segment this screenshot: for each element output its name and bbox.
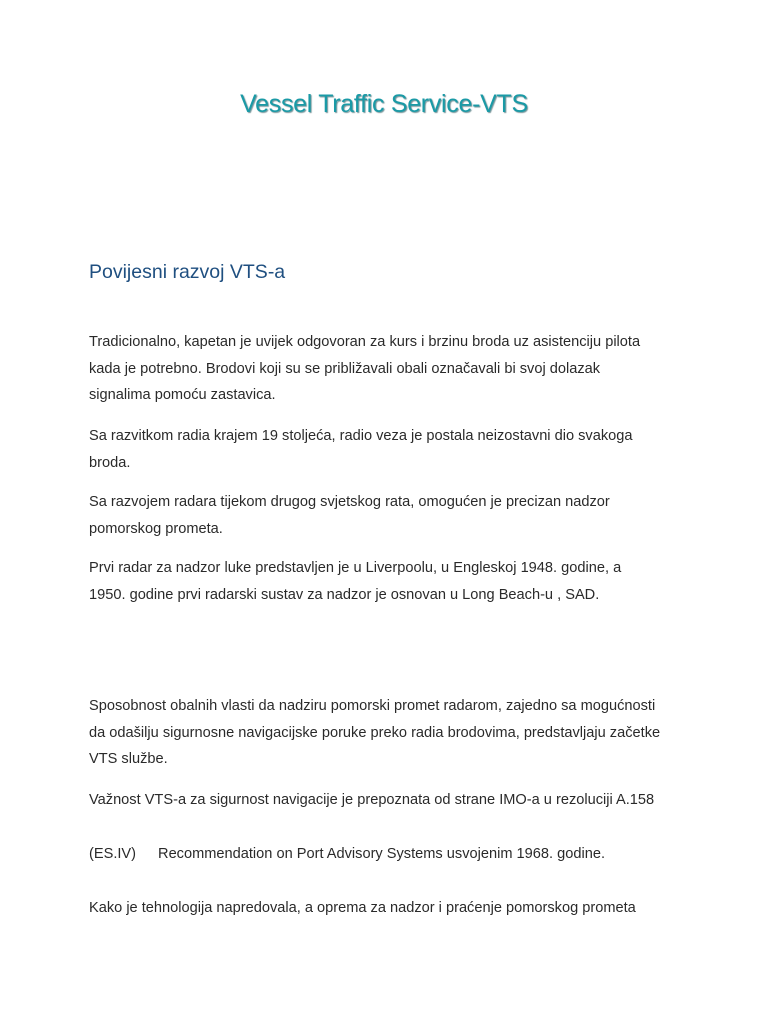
paragraph-line: Sa razvitkom radia krajem 19 stoljeća, radio veza je postala neizostavni dio svakoga bbox=[89, 428, 633, 444]
paragraph-line: pomorskog prometa. bbox=[89, 520, 223, 537]
paragraph-line: Kako je tehnologija napredovala, a oprema za nadzor i praćenje pomorskog prometa bbox=[89, 900, 636, 916]
paragraph-sposobnost bbox=[89, 693, 689, 773]
reference-prefix: (ES.IV) bbox=[89, 846, 137, 862]
paragraph-line: Važnost VTS-a za sigurnost navigacije je prepoznata od strane IMO-a u rezoluciji A.158 bbox=[89, 792, 655, 808]
section-heading: Povijesni razvoj VTS-a bbox=[89, 261, 286, 283]
paragraph-line: kada je potrebno. Brodovi koji su se približavali obali označavali bi svoj dolazak bbox=[89, 360, 601, 377]
paragraph-line: signalima pomoću zastavica. bbox=[89, 387, 276, 404]
paragraph-tehnologija bbox=[89, 895, 689, 922]
paragraph-line: Sa razvojem radara tijekom drugog svjetskog rata, omogućen je precizan nadzor bbox=[89, 494, 610, 510]
paragraph-line: Tradicionalno, kapetan je uvijek odgovoran za kurs i brzinu broda uz asistenciju pilota bbox=[89, 334, 641, 350]
paragraph-prvi-radar bbox=[89, 555, 689, 608]
paragraph-tradicionalno bbox=[89, 329, 689, 409]
paragraph-vaznost bbox=[89, 787, 689, 814]
paragraph-line: VTS službe. bbox=[89, 751, 168, 768]
paragraph-radio bbox=[89, 423, 689, 476]
paragraph-recommendation bbox=[89, 841, 689, 868]
paragraph-line: Sposobnost obalnih vlasti da nadziru pomorski promet radarom, zajedno sa mogućnosti bbox=[89, 698, 656, 714]
paragraph-line: Prvi radar za nadzor luke predstavljen je u Liverpoolu, u Engleskoj 1948. godine, a bbox=[89, 560, 622, 576]
paragraph-line: da odašilju sigurnosne navigacijske poruke preko radia brodovima, predstavljaju začetke bbox=[89, 724, 661, 741]
document-title: Vessel Traffic Service-VTS bbox=[240, 90, 528, 118]
paragraph-line: broda. bbox=[89, 454, 131, 471]
paragraph-line: 1950. godine prvi radarski sustav za nadzor je osnovan u Long Beach-u , SAD. bbox=[89, 586, 600, 603]
reference-text: Recommendation on Port Advisory Systems usvojenim 1968. godine. bbox=[158, 846, 605, 862]
paragraph-line bbox=[89, 841, 689, 868]
paragraph-radar bbox=[89, 489, 689, 542]
